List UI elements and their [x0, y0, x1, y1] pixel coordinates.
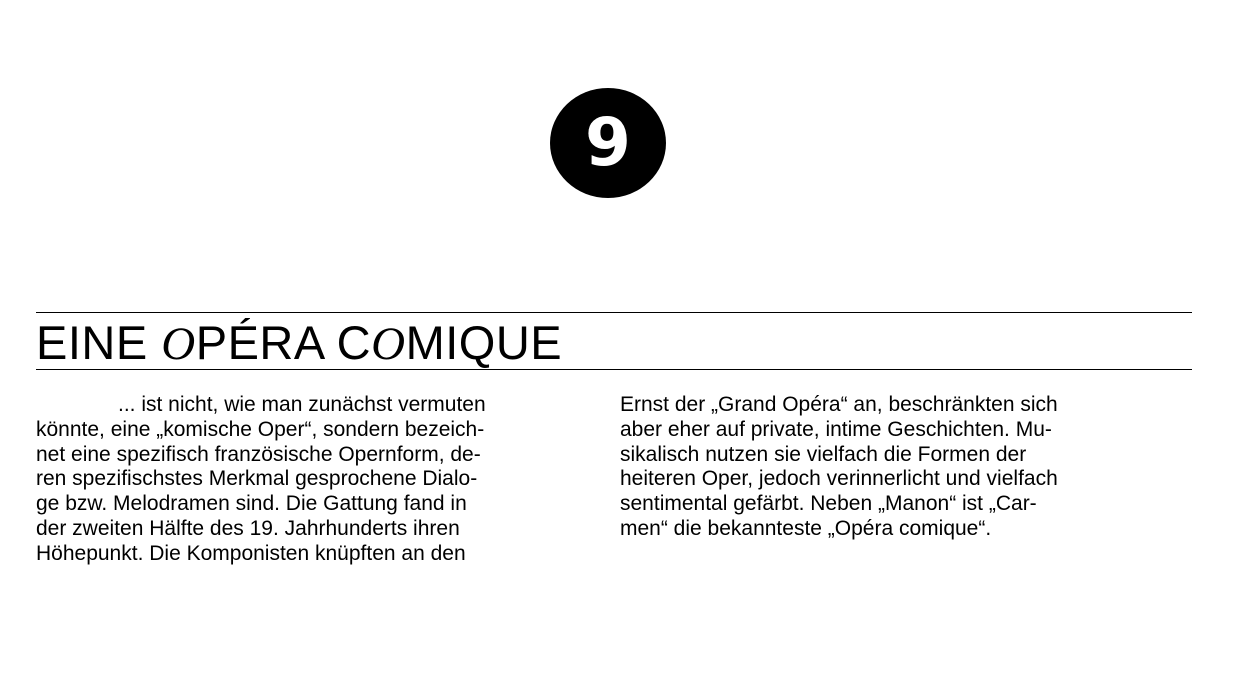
page-title	[36, 318, 562, 369]
title-part: EINE	[36, 316, 162, 369]
text-line: men“ die bekannteste „Opéra comique“.	[620, 516, 992, 540]
title-part: PÉRA C	[195, 316, 372, 369]
text-line: heiteren Oper, jedoch verinnerlicht und vielfach	[620, 467, 1058, 491]
text-line: ge bzw. Melodramen sind. Die Gattung fand in	[36, 492, 467, 516]
chapter-number-badge	[550, 88, 666, 198]
text-line: net eine spezifisch französische Opernform, de-	[36, 442, 481, 466]
title-part: MIQUE	[405, 316, 563, 369]
text-line: ... ist nicht, wie man zunächst vermuten	[118, 393, 486, 416]
text-line: Höhepunkt. Die Komponisten knüpften an den	[36, 541, 466, 565]
title-top-rule	[36, 312, 1192, 313]
body-text-right-column	[620, 393, 1058, 542]
text-line: der zweiten Hälfte des 19. Jahrhunderts ihren	[36, 516, 460, 540]
text-line: aber eher auf private, intime Geschichten. Mu-	[620, 417, 1052, 441]
text-line: sentimental gefärbt. Neben „Manon“ ist „Car-	[620, 492, 1037, 516]
title-decorative-letter: O	[371, 318, 406, 370]
chapter-number: 9	[585, 104, 631, 181]
text-line: sikalisch nutzen sie vielfach die Formen der	[620, 442, 1027, 466]
text-line: könnte, eine „komische Oper“, sondern bezeich-	[36, 417, 485, 441]
title-bottom-rule	[36, 369, 1192, 370]
title-decorative-letter: O	[161, 318, 196, 370]
text-line: Ernst der „Grand Opéra“ an, beschränkten sich	[620, 393, 1058, 416]
text-line: ren spezifischstes Merkmal gesprochene Dialo-	[36, 467, 478, 491]
body-text-left-column	[36, 393, 486, 567]
